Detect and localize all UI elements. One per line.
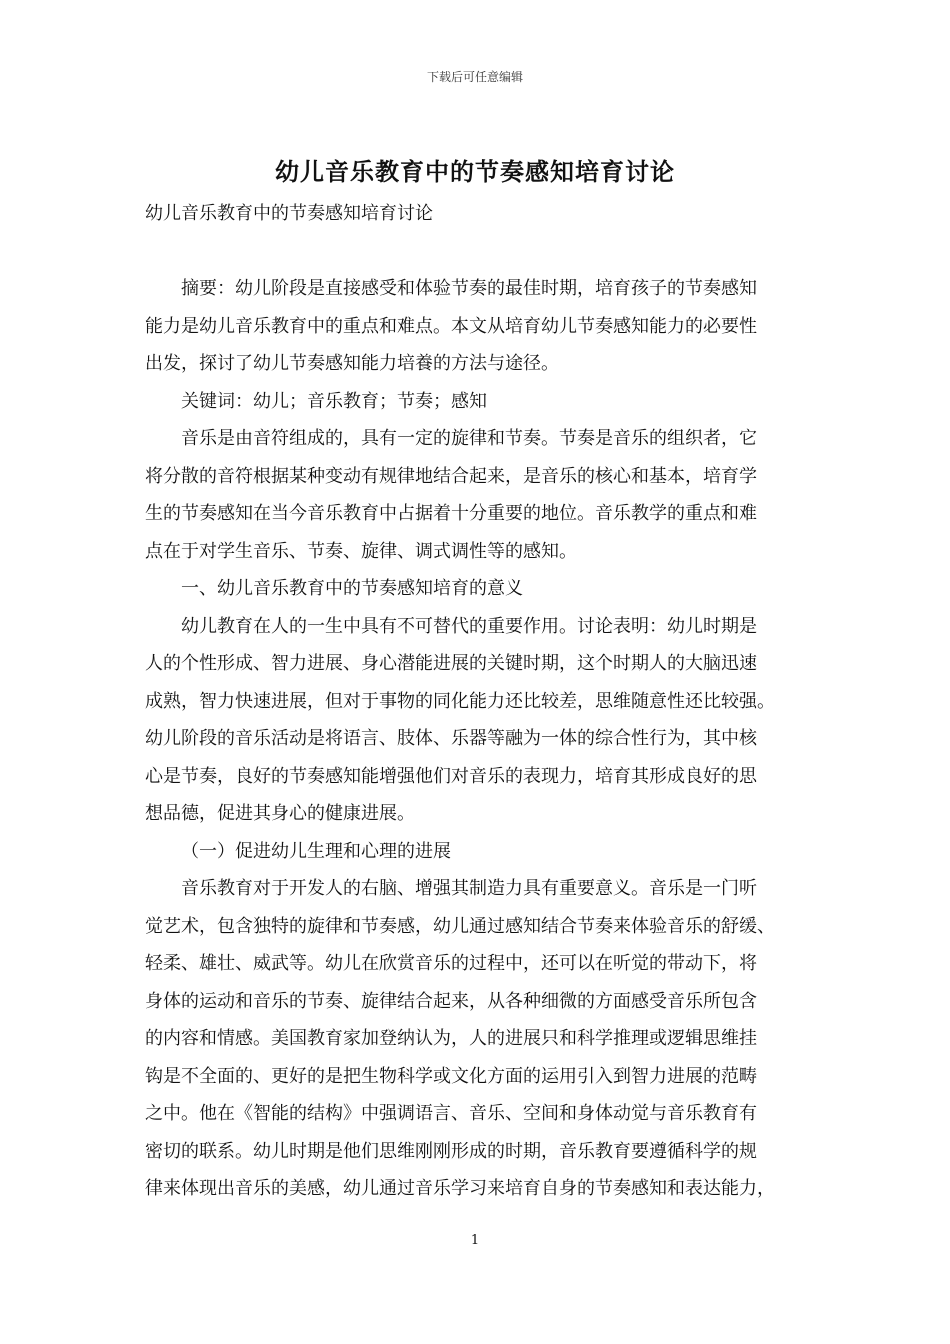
body-paragraph: 音乐教育对于开发人的右脑、增强其制造力具有重要意义。音乐是一门听 觉艺术，包含独特的旋律和节奏感，幼儿通过感知结合节奏来体验音乐的舒缓、 轻柔、雄壮、威武等。幼儿在欣赏音乐的过程中，还可以在听觉的带动下，将 身体的运动和音乐的节奏、旋律结合起来，从各种细微的方面感受音乐所包含 的内容和情感。美国教育家加登纳认为，人的进展只和科学推理或逻辑思维挂 钩是不全面的、更好的是把生物科学或文化方面的运用引入到智力进展的范畴 之中。他在《智能的结构》中强调语言、音乐、空间和身体动觉与音乐教育有 密切的联系。幼儿时期是他们思维刚刚形成的时期，音乐教育要遵循科学的规 律来体现出音乐的美感，幼儿通过音乐学习来培育自身的节奏感知和表达能力， — [145, 878, 775, 1199]
abstract-paragraph: 摘要：幼儿阶段是直接感受和体验节奏的最佳时期，培育孩子的节奏感知 能力是幼儿音乐教育中的重点和难点。本文从培育幼儿节奏感知能力的必要性 出发，探讨了幼儿节奏感知能力培養的方法与途径。 — [145, 278, 757, 374]
document-subtitle: 幼儿音乐教育中的节奏感知培育讨论 — [145, 203, 433, 224]
blank-line — [145, 233, 810, 271]
page-number: 1 — [470, 1233, 480, 1248]
section-heading: 一、幼儿音乐教育中的节奏感知培育的意义 — [181, 578, 523, 599]
document-body — [145, 195, 810, 1208]
keywords-paragraph: 关键词：幼儿；音乐教育；节奏；感知 — [181, 390, 487, 412]
body-paragraph: 幼儿教育在人的一生中具有不可替代的重要作用。讨论表明：幼儿时期是 人的个性形成、智力进展、身心潜能进展的关键时期，这个时期人的大脑迅速 成熟，智力快速进展，但对于事物的同化能力还比较差，思维随意性还比较强。 幼儿阶段的音乐活动是将语言、肢体、乐器等融为一体的综合性行为，其中核 心是节奏，良好的节奏感知能增强他们对音乐的表现力，培育其形成良好的思 想品德，促进其身心的健康进展。 — [145, 615, 775, 824]
intro-paragraph: 音乐是由音符组成的，具有一定的旋律和节奏。节奏是音乐的组织者，它 将分散的音符根据某种变动有规律地结合起来，是音乐的核心和基本，培育学 生的节奏感知在当今音乐教育中占据着十分重要的地位。音乐教学的重点和难 点在于对学生音乐、节奏、旋律、调式调性等的感知。 — [145, 428, 757, 562]
subsection-heading: （一）促进幼儿生理和心理的进展 — [181, 840, 451, 862]
document-title: 幼儿音乐教育中的节奏感知培育讨论 — [275, 157, 675, 186]
header-note: 下载后可任意编辑 — [426, 70, 523, 84]
